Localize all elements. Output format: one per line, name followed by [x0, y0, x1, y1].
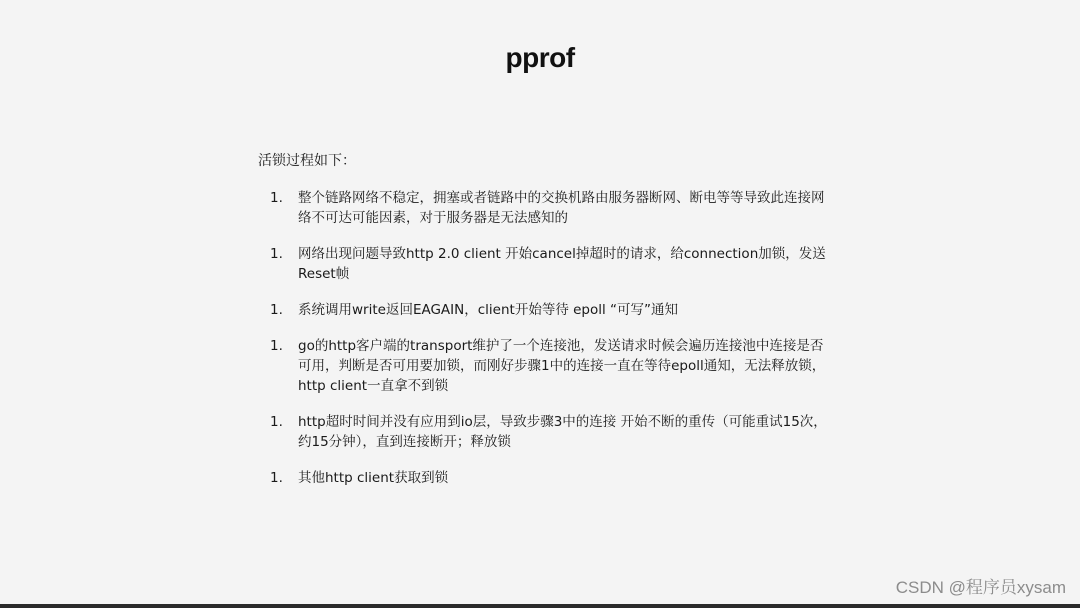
list-item-number: 1. — [270, 414, 283, 430]
list-item-text: 网络出现问题导致http 2.0 client 开始cancel掉超时的请求，给connection加锁，发送Reset帧 — [298, 246, 826, 282]
slide-title: pprof — [505, 42, 575, 73]
slide-content — [258, 150, 828, 504]
list-item-text: 整个链路网络不稳定，拥塞或者链路中的交换机路由服务器断网、断电等等导致此连接网络不可达可能因素，对于服务器是无法感知的 — [298, 190, 825, 226]
list-item-number: 1. — [270, 302, 283, 318]
list-item — [258, 188, 828, 228]
list-item — [258, 300, 828, 320]
list-item-text: http超时时间并没有应用到io层，导致步骤3中的连接 开始不断的重传（可能重试15次，约15分钟），直到连接断开；释放锁 — [298, 414, 827, 450]
list-item — [258, 336, 828, 396]
list-item-text: go的http客户端的transport维护了一个连接池，发送请求时候会遍历连接池中连接是否可用，判断是否可用要加锁，而刚好步骤1中的连接一直在等待epoll通知，无法释放锁，http client一直拿不到锁 — [298, 338, 826, 394]
list-item-text: 系统调用write返回EAGAIN，client开始等待 epoll “可写”通知 — [298, 302, 679, 318]
list-item-number: 1. — [270, 246, 283, 262]
intro-text: 活锁过程如下： — [258, 153, 356, 169]
list-item — [258, 244, 828, 284]
list-item-number: 1. — [270, 338, 283, 354]
list-item-number: 1. — [270, 470, 283, 486]
watermark: CSDN @程序员xysam — [895, 578, 1066, 597]
list-item — [258, 412, 828, 452]
list-item-number: 1. — [270, 190, 283, 206]
bottom-border — [0, 604, 1080, 608]
list-item-text: 其他http client获取到锁 — [298, 470, 449, 486]
list-item — [258, 468, 828, 488]
